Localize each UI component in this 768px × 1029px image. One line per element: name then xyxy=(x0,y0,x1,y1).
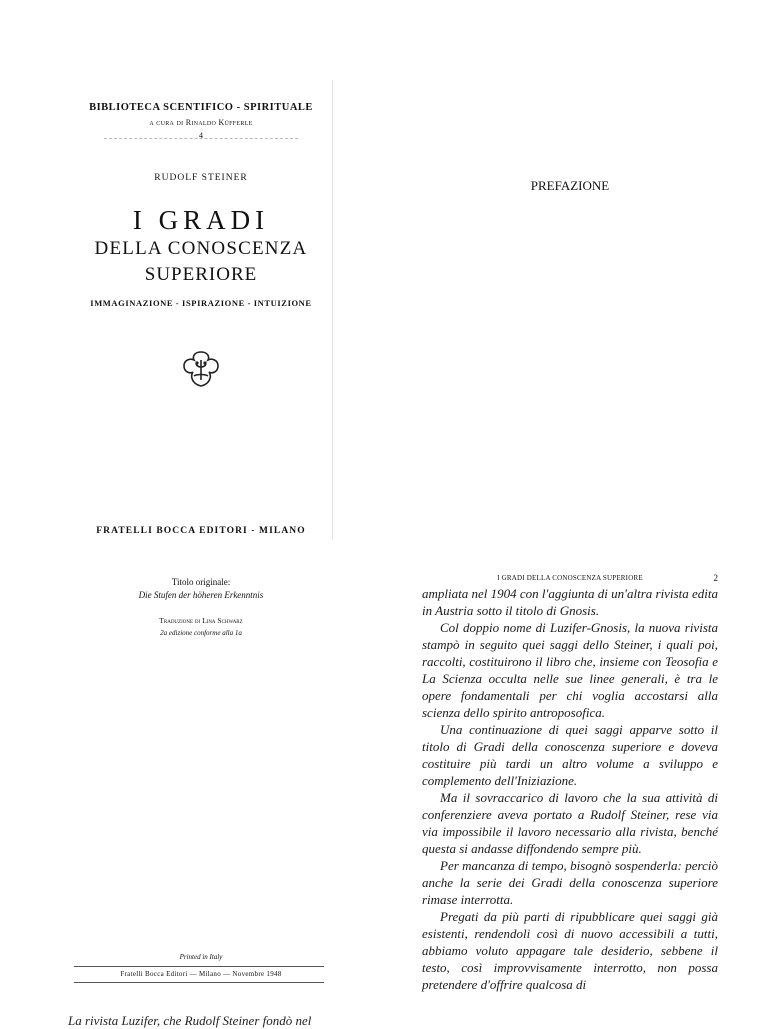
page-number: 2 xyxy=(713,573,718,583)
publisher-name: FRATELLI BOCCA EDITORI - MILANO xyxy=(96,526,306,536)
subtitle-keywords: IMMAGINAZIONE - ISPIRAZIONE - INTUIZIONE xyxy=(90,298,312,308)
author-name: RUDOLF STEINER xyxy=(154,173,248,183)
imprint-rule-top xyxy=(74,966,324,967)
printed-in-line: Printed in Italy xyxy=(179,953,223,961)
book-title-line2: DELLA CONOSCENZA xyxy=(94,238,308,259)
paragraph: Ma il sovraccarico di lavoro che la sua attività di conferenziere aveva portato a Rudolf Steiner, rese via via impossibile il lavoro necessario alla rivista, benché questa si andasse diffondendo sempre più. xyxy=(422,790,718,856)
imprint-rule-bottom xyxy=(74,982,324,983)
preface-first-line: La rivista Luzifer, che Rudolf Steiner fondò nel xyxy=(68,1013,312,1028)
preface-heading: PREFAZIONE xyxy=(530,178,610,193)
paragraph: Una continuazione di quei saggi apparve sotto il titolo di Gradi della conoscenza superiore e doveva costituire più tardi un altro volume a sviluppo e complemento dell'Iniziazione. xyxy=(422,722,718,788)
translator-line: Traduzione di Lina Schwarz xyxy=(159,616,243,625)
publisher-emblem-icon xyxy=(178,346,224,392)
curator-line: a cura di Rinaldo Küfferle xyxy=(149,118,253,127)
paragraph: ampliata nel 1904 con l'aggiunta di un'altra rivista edita in Austria sotto il titolo di Gnosis. xyxy=(422,586,718,618)
book-title-line1: I GRADI xyxy=(132,205,270,235)
edition-note: 2a edizione conforme alla 1a xyxy=(160,629,242,637)
series-name: BIBLIOTECA SCENTIFICO - SPIRITUALE xyxy=(89,102,313,113)
original-title: Die Stufen der höheren Erkenntnis xyxy=(138,590,264,600)
original-title-label: Titolo originale: xyxy=(171,577,231,587)
volume-number: 4 xyxy=(199,131,203,140)
body-text xyxy=(422,585,718,993)
book-title-line3: SUPERIORE xyxy=(144,264,258,285)
paragraph: Per mancanza di tempo, bisognò sospenderla: perciò anche la serie dei Gradi della conoscenza superiore rimase interrotta. xyxy=(422,858,718,907)
title-page xyxy=(70,80,333,540)
dashed-divider xyxy=(104,138,298,139)
copyright-page xyxy=(70,545,332,990)
running-title: I GRADI DELLA CONOSCENZA SUPERIORE xyxy=(497,574,643,582)
paragraph: Pregati da più parti di ripubblicare quei saggi già esistenti, rendendoli così di nuovo accessibili a tutti, abbiamo voluto appagare tale desiderio, sebbene il testo, così improvvisamente interrotto, non possa pretendere d'offrire qualcosa di xyxy=(422,909,718,992)
paragraph: Col doppio nome di Luzifer-Gnosis, la nuova rivista stampò in seguito quei saggi dello Steiner, i quali poi, raccolti, costituirono il libro che, insieme con Teosofia e La Scienza occulta nelle sue linee generali, è tra le opere fondamentali per chi voglia accostarsi alla scienza dello spirito antroposofica. xyxy=(422,620,718,720)
imprint-line: Fratelli Bocca Editori — Milano — Novembre 1948 xyxy=(120,970,282,978)
